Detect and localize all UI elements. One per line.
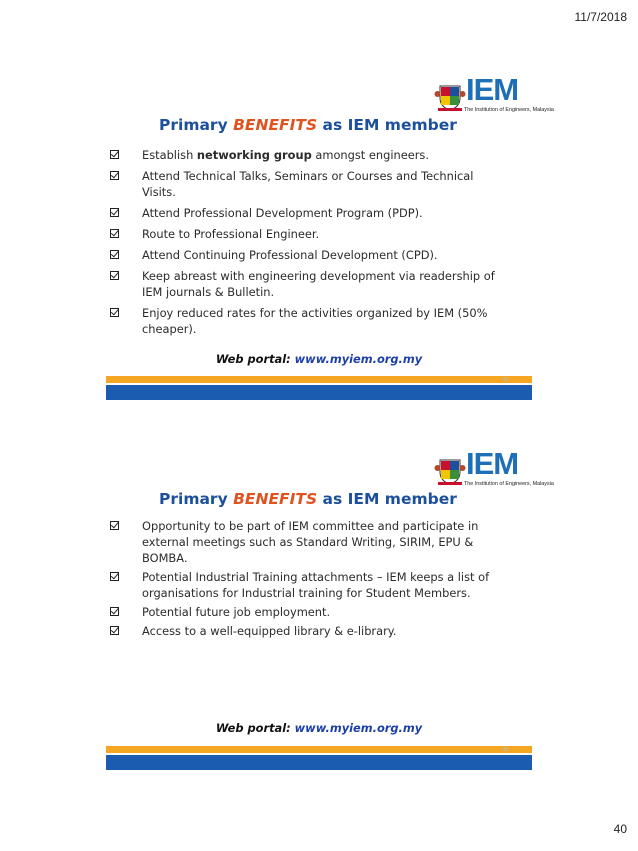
- item-text: Attend Technical Talks, Seminars or Courses and Technical Visits.: [142, 169, 474, 199]
- checkbox-icon: [110, 229, 119, 238]
- list-item: [110, 623, 510, 639]
- list-item: [110, 205, 510, 221]
- slide-1: [106, 72, 554, 402]
- item-text: Attend Professional Development Program (PDP).: [142, 206, 423, 220]
- footer-bar-blue: [106, 755, 532, 770]
- title-emphasis: BENEFITS: [233, 490, 318, 508]
- logo-tagline: The Institution of Engineers, Malaysia: [464, 107, 554, 113]
- web-portal-label: Web portal:: [215, 721, 295, 735]
- logo-wordmark: IEM: [466, 446, 519, 481]
- footer-bar-orange: [106, 376, 532, 383]
- iem-logo: [434, 446, 554, 492]
- web-portal: [106, 721, 532, 735]
- list-item: [110, 268, 510, 300]
- iem-crest-icon: [434, 454, 466, 486]
- title-suffix: as IEM member: [317, 116, 457, 134]
- checkbox-icon: [110, 208, 119, 217]
- benefits-list: [110, 147, 510, 342]
- item-text: Opportunity to be part of IEM committee and participate in external meetings such as Standard Writing, SIRIM, EPU & BOMBA.: [142, 519, 479, 565]
- web-portal-label: Web portal:: [215, 352, 295, 366]
- list-item: [110, 168, 510, 200]
- footer-bar-orange: [106, 746, 532, 753]
- item-text: Attend Continuing Professional Development (CPD).: [142, 248, 438, 262]
- iem-crest-icon: [434, 80, 466, 112]
- slide-number: 41: [502, 377, 508, 383]
- item-text: Establish: [142, 148, 197, 162]
- list-item: [110, 604, 510, 620]
- title-prefix: Primary: [159, 490, 234, 508]
- slide-title: [159, 490, 457, 508]
- web-portal-link[interactable]: www.myiem.org.my: [294, 721, 423, 735]
- checkbox-icon: [110, 572, 119, 581]
- slide-2: [106, 446, 554, 772]
- title-emphasis: BENEFITS: [233, 116, 318, 134]
- web-portal: [106, 352, 532, 366]
- item-text: Enjoy reduced rates for the activities organized by IEM (50% cheaper).: [142, 306, 488, 336]
- slide-title: [159, 116, 457, 134]
- checkbox-icon: [110, 626, 119, 635]
- list-item: [110, 247, 510, 263]
- footer-bar-blue: [106, 385, 532, 400]
- list-item: [110, 147, 510, 163]
- checkbox-icon: [110, 607, 119, 616]
- checkbox-icon: [110, 271, 119, 280]
- list-item: [110, 305, 510, 337]
- date-stamp: 11/7/2018: [574, 10, 627, 24]
- checkbox-icon: [110, 150, 119, 159]
- checkbox-icon: [110, 171, 119, 180]
- checkbox-icon: [110, 308, 119, 317]
- web-portal-link[interactable]: www.myiem.org.my: [294, 352, 423, 366]
- item-text: Route to Professional Engineer.: [142, 227, 320, 241]
- item-text: Access to a well-equipped library & e-library.: [142, 624, 397, 638]
- item-text: Potential future job employment.: [142, 605, 331, 619]
- benefits-list: [110, 518, 510, 642]
- checkbox-icon: [110, 521, 119, 530]
- logo-tagline: The Institution of Engineers, Malaysia: [464, 481, 554, 487]
- list-item: [110, 226, 510, 242]
- item-text: Keep abreast with engineering development via readership of IEM journals & Bulletin.: [142, 269, 495, 299]
- list-item: [110, 569, 510, 601]
- logo-wordmark: IEM: [466, 72, 519, 107]
- slide-number: 42: [502, 747, 508, 753]
- iem-logo: [434, 72, 554, 118]
- item-text: Potential Industrial Training attachments – IEM keeps a list of organisations for Industrial training for Student Members.: [142, 570, 490, 600]
- title-prefix: Primary: [159, 116, 234, 134]
- page-number: 40: [613, 822, 627, 836]
- checkbox-icon: [110, 250, 119, 259]
- item-bold-text: networking group: [196, 148, 312, 162]
- item-text-end: amongst engineers.: [311, 148, 429, 162]
- title-suffix: as IEM member: [317, 490, 457, 508]
- list-item: [110, 518, 510, 566]
